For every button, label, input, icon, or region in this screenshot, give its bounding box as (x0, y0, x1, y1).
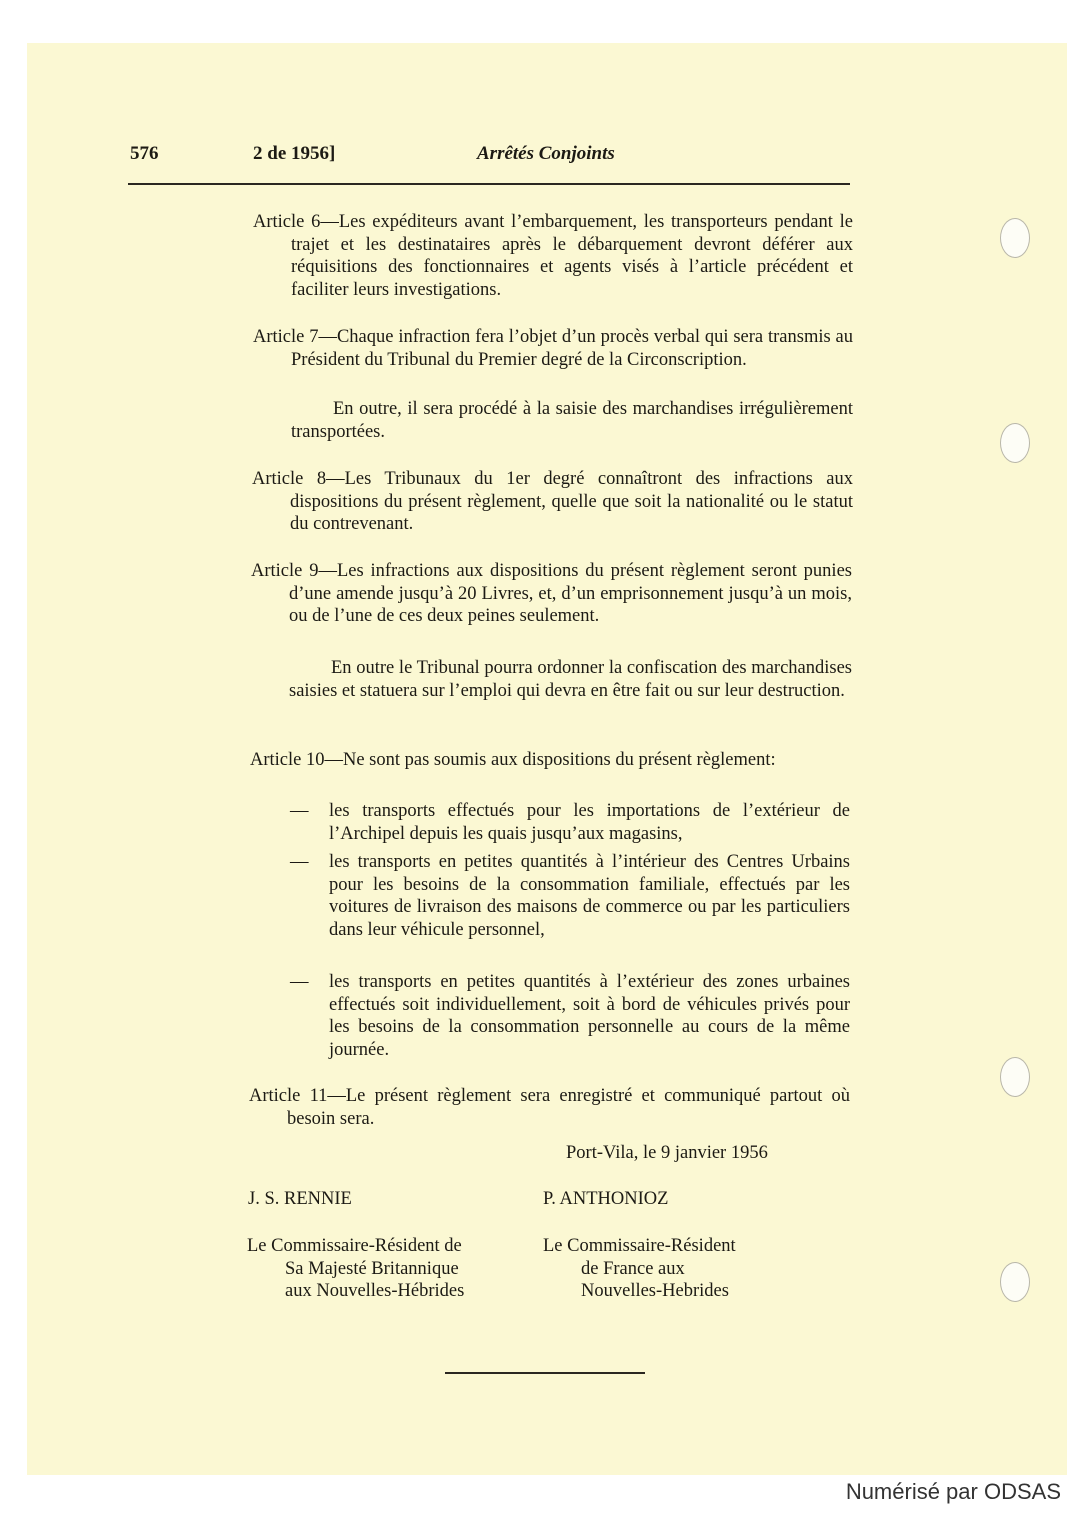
signatory-right-title-line: Nouvelles-Hebrides (581, 1281, 729, 1302)
page-number: 576 (130, 143, 159, 164)
digitization-watermark: Numérisé par ODSAS (845, 1479, 1061, 1504)
article-9-continuation: En outre le Tribunal pourra ordonner la confiscation des marchandises saisies et statuera sur l’emploi qui devra en être fait ou sur leur destruction. (289, 658, 852, 701)
binder-hole (1000, 1057, 1030, 1097)
signatory-right-title-line: de France aux (581, 1258, 685, 1279)
signatory-right-name: P. ANTHONIOZ (543, 1189, 669, 1209)
article-8: Article 8—Les Tribunaux du 1er degré connaîtront des infractions aux dispositions du présent règlement, quelle que soit la nationalité ou le statut du contrevenant. (252, 469, 853, 535)
article-10: Article 10—Ne sont pas soumis aux dispositions du présent règlement: (250, 750, 776, 770)
signatory-left-name: J. S. RENNIE (248, 1189, 352, 1209)
article-10-item (290, 851, 850, 941)
signatory-left-title-line: Sa Majesté Britannique (285, 1258, 459, 1279)
signatory-left-title-line: Le Commissaire-Résident de (247, 1236, 462, 1256)
article-7-continuation: En outre, il sera procédé à la saisie des marchandises irrégulièrement transportées. (291, 399, 853, 442)
bullet-dash: — (290, 801, 309, 821)
binder-hole (1000, 423, 1030, 463)
article-10-item (290, 800, 850, 845)
closing-rule (445, 1372, 645, 1374)
signatory-right-title-line: Le Commissaire-Résident (543, 1236, 736, 1256)
article-6: Article 6—Les expéditeurs avant l’embarquement, les transporteurs pendant le trajet et les destinataires après le débarquement devront déférer aux réquisitions des fonctionnaires et agents visés à l’article précédent et faciliter leurs investigations. (253, 212, 853, 300)
place-date: Port-Vila, le 9 janvier 1956 (566, 1143, 768, 1163)
binder-hole (1000, 1262, 1030, 1302)
article-10-item-text: les transports effectués pour les importations de l’extérieur de l’Archipel depuis les quais jusqu’aux magasins, (329, 801, 850, 844)
bullet-dash: — (290, 852, 309, 872)
header-rule (128, 183, 850, 185)
bullet-dash: — (290, 972, 309, 992)
article-11: Article 11—Le présent règlement sera enregistré et communiqué partout où besoin sera. (249, 1086, 850, 1129)
article-7: Article 7—Chaque infraction fera l’objet d’un procès verbal qui sera transmis au Président du Tribunal du Premier degré de la Circonscription. (253, 327, 853, 370)
issue-label: 2 de 1956] (253, 143, 336, 164)
article-10-item-text: les transports en petites quantités à l’intérieur des Centres Urbains pour les besoins de la consommation familiale, effectués par les voitures de livraison des maisons de commerce ou par les particuliers dans leur véhicule personnel, (329, 852, 850, 940)
binder-hole (1000, 218, 1030, 258)
signatory-left-title (247, 1235, 464, 1303)
article-10-item (290, 971, 850, 1061)
running-title: Arrêtés Conjoints (477, 143, 615, 164)
article-9: Article 9—Les infractions aux dispositions du présent règlement seront punies d’une amende jusqu’à 20 Livres, et, d’un emprisonnement jusqu’à un mois, ou de l’une de ces deux peines seulement. (251, 561, 852, 627)
signatory-right-title (543, 1235, 736, 1303)
article-10-item-text: les transports en petites quantités à l’extérieur des zones urbaines effectués soit individuellement, soit à bord de véhicules privés pour les besoins de la consommation personnelle au cours de la même journée. (329, 972, 850, 1060)
signatory-left-title-line: aux Nouvelles-Hébrides (285, 1281, 465, 1302)
